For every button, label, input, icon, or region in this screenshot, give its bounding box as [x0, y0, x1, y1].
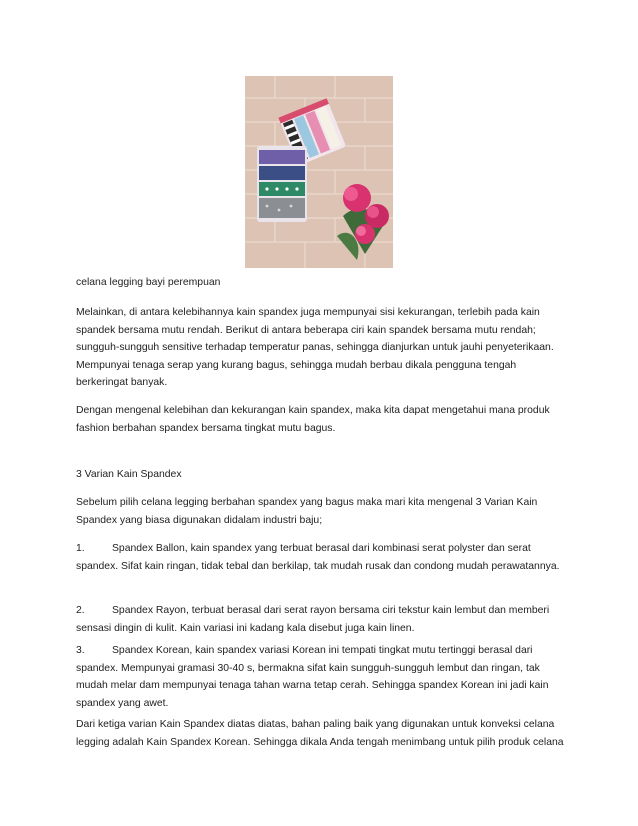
list-item-text: Spandex Ballon, kain spandex yang terbuat berasal dari kombinasi serat polyster dan serat spandex. Sifat kain ringan, tidak tebal dan berkilap, tak mudah rusak dan condong mudah perawatannya. — [76, 543, 560, 572]
photo-caption: celana legging bayi perempuan — [76, 277, 221, 288]
closing-paragraph: Dari ketiga varian Kain Spandex diatas diatas, bahan paling baik yang digunakan untuk konveksi celana legging adalah Kain Spandex Korean. Sehingga dikala Anda tengah menimbang untuk pilih produk celana — [76, 719, 564, 748]
intro-paragraph: Melainkan, di antara kelebihannya kain spandex juga mempunyai sisi kekurangan, terlebih pada kain spandek bersama mutu rendah. Berikut di antara beberapa ciri kain spandek bersama mutu rendah; sungguh-sungguh sensitive terhadap temperatur panas, sehingga dianjurkan untuk jauhi penyeterikaan. Mempunyai tenaga serap yang kurang bagus, sehingga mudah berbau dikala pengguna tengah berkeringat banyak. — [76, 307, 554, 389]
list-item-number: 3. — [76, 645, 85, 656]
list-item-text: Spandex Rayon, terbuat berasal dari serat rayon bersama ciri tekstur kain lembut dan memberi sensasi dingin di kulit. Kain variasi ini kadang kala disebut juga kain linen. — [76, 605, 550, 634]
section-intro: Sebelum pilih celana legging berbahan spandex yang bagus maka mari kita mengenal 3 Varian Kain Spandex yang biasa digunakan didalam industri baju; — [76, 497, 538, 526]
list-item-number: 1. — [76, 543, 85, 554]
list-item-number: 2. — [76, 605, 85, 616]
product-photo — [245, 76, 393, 268]
leggings-photo-illustration — [245, 76, 393, 268]
list-item — [76, 642, 566, 712]
legging-pack-bottom — [257, 146, 307, 222]
list-item-text: Spandex Korean, kain spandex variasi Korean ini tempati tingkat mutu tertinggi berasal dari spandex. Mempunyai gramasi 30-40 s, bermakna sifat kain sungguh-sungguh lembut dan ringan, tak mudah melar dam mempunyai tenaga tahan warna tetap cerah. Sehingga spandex Korean ini jadi kain spandex yang awet. — [76, 645, 549, 709]
second-paragraph: Dengan mengenal kelebihan dan kekurangan kain spandex, maka kita dapat mengetahui mana produk fashion berbahan spandex bersama tingkat mutu bagus. — [76, 405, 550, 434]
list-item — [76, 602, 566, 637]
section-heading: 3 Varian Kain Spandex — [76, 469, 182, 480]
list-item — [76, 540, 566, 575]
